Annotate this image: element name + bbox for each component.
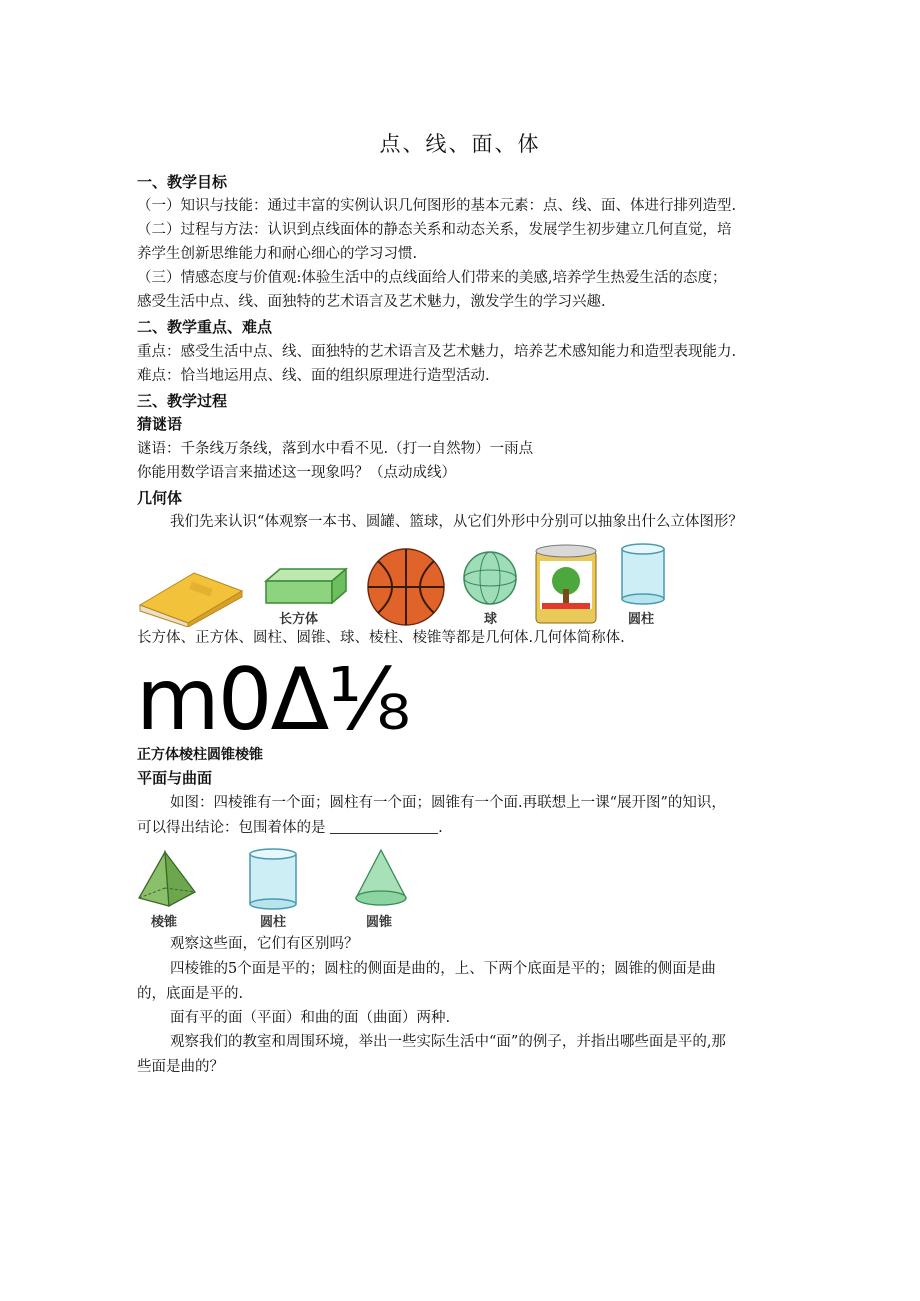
- solid-summary: 长方体、正方体、圆柱、圆锥、球、棱柱、棱锥等都是几何体.几何体简称体.: [137, 630, 625, 646]
- cuboid-icon: [262, 565, 350, 607]
- section-heading-process: 三、教学过程: [137, 392, 228, 410]
- goal-knowledge: （一）知识与技能：通过丰富的实例认识几何图形的基本元素：点、线、面、体进行排列造型.: [137, 198, 737, 214]
- plane-heading: 平面与曲面: [137, 769, 213, 787]
- faces-paragraph-1: 四棱锥的5个面是平的；圆柱的侧面是曲的，上、下两个底面是平的；圆锥的侧面是曲: [170, 961, 716, 977]
- caption-sphere: 球: [484, 612, 498, 627]
- riddle-text: 谜语：千条线万条线，落到水中看不见.（打一自然物）一雨点: [137, 441, 534, 457]
- sphere-icon: [462, 550, 518, 606]
- solid-intro: 我们先来认识“体观察一本书、圆罐、篮球，从它们外形中分别可以抽象出什么立体图形？: [170, 514, 743, 530]
- riddle-heading: 猜谜语: [137, 415, 183, 433]
- riddle-question: 你能用数学语言来描述这一现象吗？（点动成线）: [137, 465, 456, 481]
- plane-paragraph-1: 如图：四棱锥有一个面；圆柱有一个面；圆锥有一个面.再联想上一课“展开图”的知识，: [170, 795, 726, 811]
- conclusion-period: .: [438, 820, 443, 836]
- goal-attitude-1: （三）情感态度与价值观:体验生活中的点线面给人们带来的美感,培养学生热爱生活的态度；: [137, 270, 727, 286]
- observe-environment-2: 些面是曲的？: [137, 1059, 224, 1075]
- goal-process-2: 养学生创新思维能力和耐心细心的学习习惯.: [137, 246, 418, 262]
- solid-heading: 几何体: [137, 489, 183, 507]
- glyph-caption: 正方体棱柱圆锥棱锥: [137, 747, 263, 763]
- page-title: 点、线、面、体: [379, 132, 541, 156]
- caption-pyramid: 棱锥: [151, 915, 178, 930]
- cylinder-icon-2: [246, 848, 300, 910]
- caption-cylinder-2: 圆柱: [260, 915, 287, 930]
- difficult-point: 难点：恰当地运用点、线、面的组织原理进行造型活动.: [137, 368, 490, 384]
- caption-cone: 圆锥: [366, 915, 393, 930]
- observe-question: 观察这些面，它们有区别吗？: [170, 936, 359, 952]
- paint-can-icon: [532, 543, 600, 627]
- key-point: 重点：感受生活中点、线、面独特的艺术语言及艺术魅力，培养艺术感知能力和造型表现能力.: [137, 344, 737, 360]
- cylinder-icon: [618, 543, 668, 605]
- plane-paragraph-2: [137, 817, 797, 839]
- basketball-icon: [366, 547, 446, 627]
- answer-blank[interactable]: [330, 818, 438, 834]
- garbled-glyphs: m0Δ⅛: [136, 650, 409, 750]
- section-heading-goals: 一、教学目标: [137, 173, 228, 191]
- book-icon: [134, 565, 246, 627]
- caption-cuboid: 长方体: [279, 612, 319, 627]
- faces-paragraph-2: 的，底面是平的.: [137, 986, 244, 1002]
- cone-icon: [352, 848, 410, 910]
- caption-cylinder: 圆柱: [628, 612, 655, 627]
- goal-attitude-2: 感受生活中点、线、面独特的艺术语言及艺术魅力，激发学生的学习兴趣.: [137, 294, 606, 310]
- section-heading-key: 二、教学重点、难点: [137, 318, 273, 336]
- plane-curved-summary: 面有平的面（平面）和曲的面（曲面）两种.: [170, 1010, 451, 1026]
- goal-process-1: （二）过程与方法：认识到点线面体的静态关系和动态关系，发展学生初步建立几何直觉，培: [137, 222, 732, 238]
- observe-environment-1: 观察我们的教室和周围环境，举出一些实际生活中“面”的例子，并指出哪些面是平的,那: [170, 1034, 726, 1050]
- conclusion-text: 可以得出结论：包围着体的是: [137, 820, 326, 836]
- pyramid-icon: [135, 848, 199, 910]
